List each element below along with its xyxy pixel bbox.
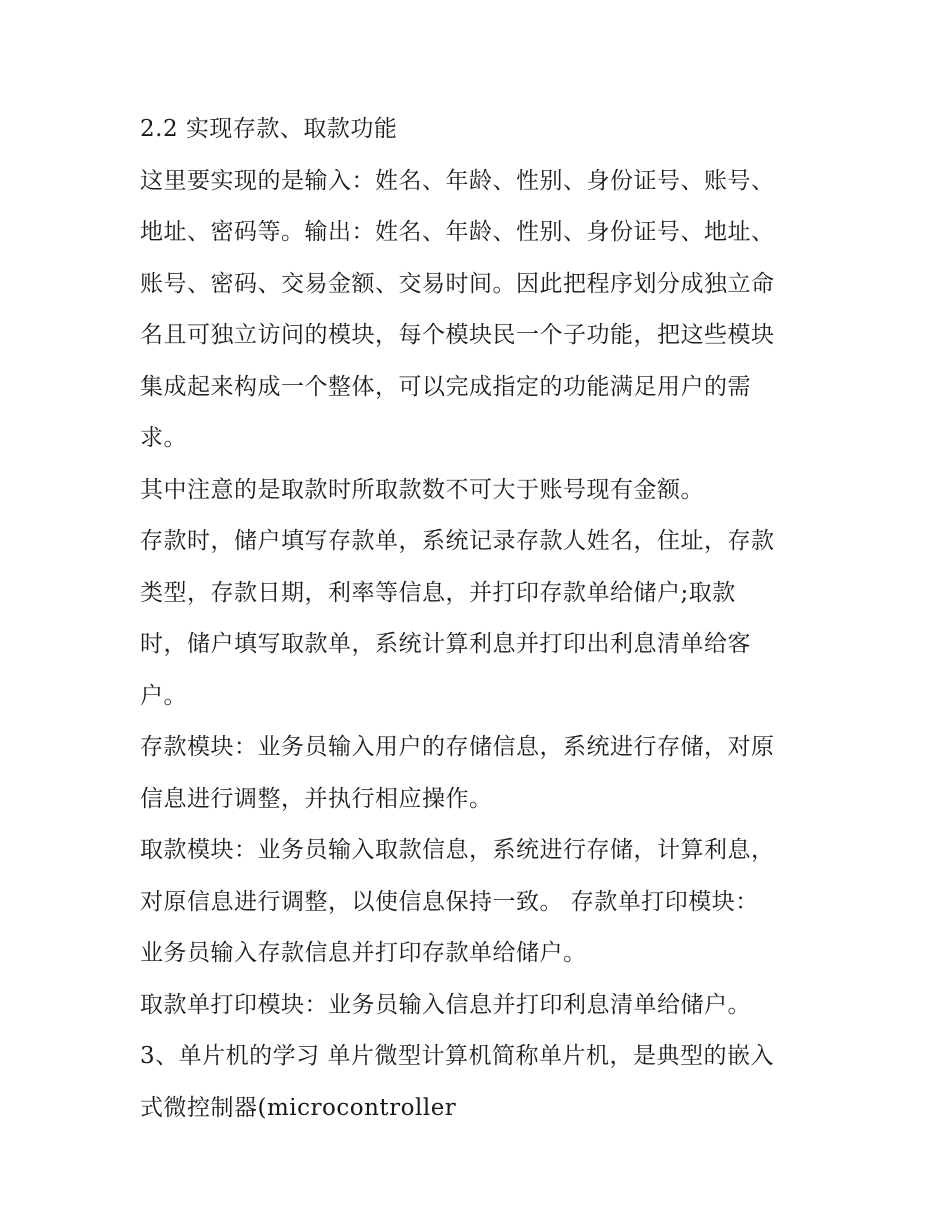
text-line: 存款时，储户填写存款单，系统记录存款人姓名，住址，存款	[140, 528, 775, 554]
text-line: 地址、密码等。输出：姓名、年龄、性别、身份证号、地址、	[140, 219, 775, 245]
text-line: 类型，存款日期，利率等信息，并打印存款单给储户;取款	[140, 579, 736, 606]
document-body	[140, 104, 820, 1134]
text-line: 业务员输入存款信息并打印存款单给储户。	[140, 940, 587, 966]
text-line: 求。	[140, 425, 187, 451]
text-line: 这里要实现的是输入：姓名、年龄、性别、身份证号、账号、	[140, 167, 775, 194]
text-line: 式微控制器(microcontroller	[140, 1094, 457, 1121]
text-line: 信息进行调整，并执行相应操作。	[140, 785, 493, 812]
text-line: 存款模块：业务员输入用户的存储信息，系统进行存储，对原	[140, 734, 775, 760]
section-heading: 2.2 实现存款、取款功能	[140, 116, 398, 142]
text-line: 时，储户填写取款单，系统计算利息并打印出利息清单给客	[140, 631, 751, 657]
text-line: 户。	[140, 682, 187, 709]
text-line: 对原信息进行调整，以使信息保持一致。 存款单打印模块：	[140, 888, 759, 915]
text-line: 3、单片机的学习 单片微型计算机简称单片机，是典型的嵌入	[140, 1043, 774, 1069]
text-line: 取款单打印模块：业务员输入信息并打印利息清单给储户。	[140, 991, 751, 1018]
text-line: 集成起来构成一个整体，可以完成指定的功能满足用户的需	[140, 373, 751, 400]
text-line: 其中注意的是取款时所取款数不可大于账号现有金额。	[140, 476, 704, 503]
text-line: 账号、密码、交易金额、交易时间。因此把程序划分成独立命	[140, 270, 775, 297]
text-line: 取款模块：业务员输入取款信息，系统进行存储，计算利息，	[140, 837, 775, 863]
text-line: 名且可独立访问的模块，每个模块民一个子功能，把这些模块	[140, 322, 775, 348]
